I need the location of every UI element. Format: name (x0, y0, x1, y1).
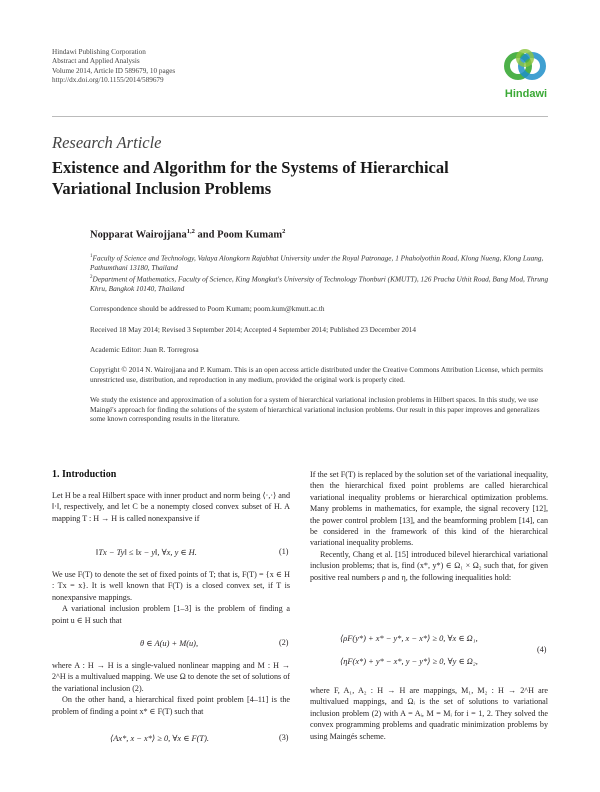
publisher: Hindawi Publishing Corporation (52, 48, 146, 56)
equation-2: θ ∈ A(u) + M(u), (140, 639, 199, 648)
equation-number: (3) (279, 733, 289, 742)
equation-number: (1) (279, 547, 289, 556)
paragraph: If the set F(T) is replaced by the solution set of the variational inequality, then the hierarchical fixed point problems are called hierarchical variational inequality problems or hierarchical optimization problems. Many problems in mathematics, for example, the signal recovery [12], the power control problem [13], and the beamforming problem [14], can be considered in the framework of this kind of the hierarchical variational inequality problems. (310, 470, 548, 548)
equation-number: (4) (537, 645, 547, 654)
paragraph: Let H be a real Hilbert space with inner product and norm being ⟨·,·⟩ and ‖·‖, respectively, and let C be a nonempty closed convex subset of H. A mapping T : H → H is called nonexpansive if (52, 491, 290, 523)
article-type: Research Article (52, 133, 162, 152)
author-2-affil: 2 (282, 228, 286, 235)
section-heading: 1. Introduction (52, 469, 117, 480)
volume-info: Volume 2014, Article ID 589679, 10 pages (52, 66, 176, 75)
equation-number: (2) (279, 638, 289, 647)
left-column-2 (52, 569, 290, 626)
academic-editor: Academic Editor: Juan R. Torregrosa (90, 345, 199, 354)
affiliation-2: $^2$Department of Mathematics, Faculty of Science, King Mongkut's University of Technology Thonburi (KMUTT), 126 Pracha Uthit Road, Bang Mod, Thrung Khru, Bangkok 10140, Thailand (90, 274, 549, 294)
header-divider (52, 116, 548, 117)
author-1: Nopparat Wairojjana (90, 229, 187, 241)
equation-4a: ⟨ρF(y*) + x* − y*, x − x*⟩ ≥ 0, ∀x ∈ Ω₁, (340, 634, 478, 643)
left-column-3 (52, 660, 290, 717)
equation-1: ‖Tx − Ty‖ ≤ ‖x − y‖, ∀x, y ∈ H. (96, 548, 197, 557)
affiliation-1: $^1$Faculty of Science and Technology, Valaya Alongkorn Rajabhat University under the Royal Patronage, 1 Phaholyothin Road, Klong Nueng, Klong Luang, Pathumthani 13180, Thailand (90, 253, 544, 273)
doi-link[interactable]: http://dx.doi.org/10.1155/2014/589679 (52, 75, 164, 84)
left-column (52, 490, 290, 524)
author-line (90, 228, 285, 241)
paragraph: We use F(T) to denote the set of fixed points of T; that is, F(T) = {x ∈ H : Tx = x}. It is well known that F(T) is a closed convex set, if T is nonexpansive mappings. (52, 570, 290, 602)
correspondence: Correspondence should be addressed to Poom Kumam; poom.kum@kmutt.ac.th (90, 304, 325, 313)
paper-title: Existence and Algorithm for the Systems of Hierarchical Variational Inclusion Problems (52, 158, 449, 198)
equation-3: ⟨Ax*, x − x*⟩ ≥ 0, ∀x ∈ F(T). (110, 734, 209, 743)
paragraph: Recently, Chang et al. [15] introduced bilevel hierarchical variational inclusion problems; that is, find (x*, y*) ∈ Ω₁ × Ω₂ such that, for given positive real numbers ρ and η, the following inequalities hold: (310, 549, 548, 582)
author-2: Poom Kumam (217, 229, 283, 241)
author-conjunction: and (194, 229, 218, 241)
journal-name: Abstract and Applied Analysis (52, 57, 140, 66)
paragraph: On the other hand, a hierarchical fixed point problem [4–11] is the problem of finding a point x* ∈ F(T) such that (52, 695, 290, 716)
journal-header (52, 48, 175, 85)
copyright-notice: Copyright © 2014 N. Wairojjana and P. Kumam. This is an open access article distributed under the Creative Commons Attribution License, which permits unrestricted use, distribution, and reproduction in any medium, provided the original work is properly cited. (90, 365, 543, 384)
paragraph: where A : H → H is a single-valued nonlinear mapping and M : H → 2^H is a multivalued mapping. We use Ω to denote the set of solutions of the variational inclusion (2). (52, 661, 290, 693)
right-column-2 (310, 685, 548, 742)
logo-text: Hindawi (504, 88, 548, 100)
author-1-affil: 1,2 (186, 228, 195, 235)
publication-dates: Received 18 May 2014; Revised 3 September 2014; Accepted 4 September 2014; Published 23 December 2014 (90, 325, 417, 334)
right-column (310, 469, 548, 583)
equation-4b: ⟨ηF(x*) + y* − x*, y − y*⟩ ≥ 0, ∀y ∈ Ω₂, (340, 657, 478, 666)
paragraph: A variational inclusion problem [1–3] is the problem of finding a point u ∈ H such that (52, 604, 290, 625)
abstract: We study the existence and approximation of a solution for a system of hierarchical variational inclusion problems in Hilbert spaces. In this study, we use Maingé's approach for finding the solutions of the system of hierarchical variational inclusion problems. Our result in this paper improves and generalizes some known corresponding results in the literature. (90, 395, 540, 424)
paragraph: where F, A₁, A₂ : H → H are mappings, M₁, M₂ : H → 2^H are multivalued mappings, and Ωᵢ is the set of solutions to variational inclusion problem (2) with A = Aᵢ, M = Mᵢ for i = 1, 2. They solved the convex programming problems and quadratic minimization problems by using Maingés scheme. (310, 686, 548, 741)
